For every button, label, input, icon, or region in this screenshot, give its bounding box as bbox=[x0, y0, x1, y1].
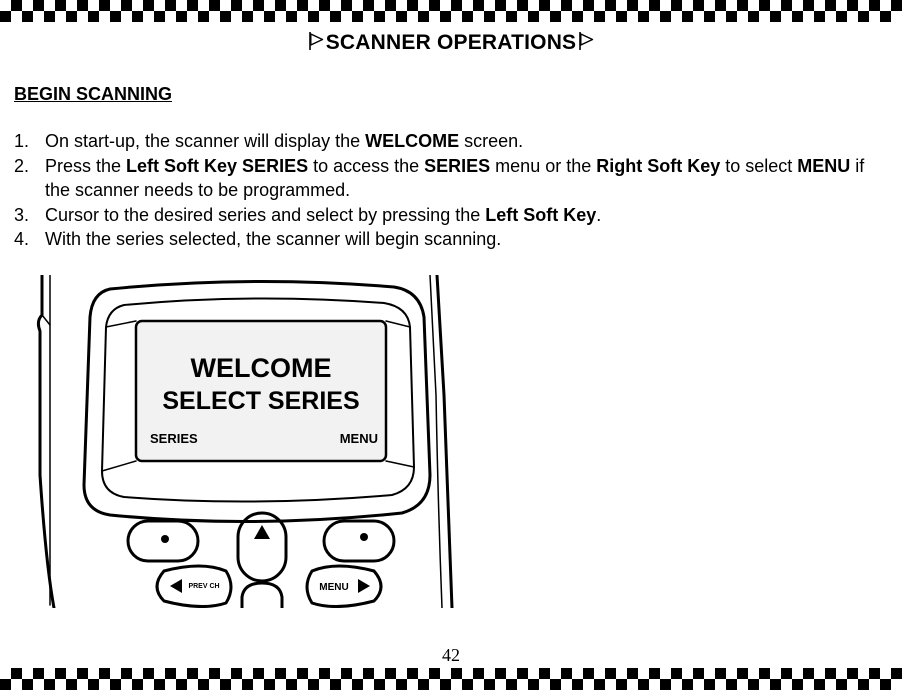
page-number: 42 bbox=[442, 645, 460, 665]
step-emphasis: MENU bbox=[797, 155, 851, 176]
scanner-illustration bbox=[32, 275, 482, 608]
screen-softkey-menu: MENU bbox=[339, 431, 378, 446]
step-emphasis: Left Soft Key SERIES bbox=[126, 155, 309, 176]
step-text: screen. bbox=[459, 131, 524, 151]
step-item bbox=[14, 129, 884, 154]
checkered-border-bottom bbox=[0, 668, 902, 690]
step-number: 2. bbox=[14, 155, 30, 176]
step-text: With the series selected, the scanner will begin scanning. bbox=[45, 229, 502, 249]
screen-line-welcome: WELCOME bbox=[190, 353, 332, 383]
flag-icon bbox=[308, 31, 324, 51]
flag-icon bbox=[578, 31, 594, 51]
step-emphasis: Left Soft Key bbox=[485, 204, 597, 225]
up-key bbox=[238, 513, 286, 581]
step-item bbox=[14, 154, 884, 203]
steps-list bbox=[14, 129, 884, 252]
screen-softkey-series: SERIES bbox=[150, 431, 198, 446]
step-text: to access the bbox=[308, 155, 425, 176]
step-text: to select bbox=[720, 155, 798, 176]
step-text: Press the bbox=[45, 155, 127, 176]
step-number: 1. bbox=[14, 131, 30, 151]
device-body bbox=[38, 275, 54, 608]
right-arrow-icon bbox=[358, 579, 370, 593]
checkered-border-top bbox=[0, 0, 902, 22]
step-item bbox=[14, 203, 884, 228]
screen-line-select-series: SELECT SERIES bbox=[162, 387, 360, 415]
section-heading: BEGIN SCANNING bbox=[14, 84, 173, 104]
down-key bbox=[242, 583, 282, 608]
step-number: 4. bbox=[14, 229, 30, 249]
step-text: Cursor to the desired series and select by pressing the bbox=[45, 204, 486, 225]
step-text: if the scanner needs to be programmed. bbox=[45, 155, 865, 200]
step-item bbox=[14, 227, 884, 252]
step-text: . bbox=[596, 204, 602, 225]
scanner-drawing bbox=[32, 275, 482, 608]
step-text: menu or the bbox=[490, 155, 597, 176]
page-title-text: SCANNER OPERATIONS bbox=[325, 31, 577, 54]
step-text: On start-up, the scanner will display the bbox=[45, 131, 366, 151]
up-arrow-icon bbox=[254, 525, 270, 539]
left-arrow-icon bbox=[170, 579, 182, 593]
step-emphasis: Right Soft Key bbox=[596, 155, 721, 176]
step-number: 3. bbox=[14, 204, 30, 225]
right-soft-key bbox=[324, 521, 394, 561]
step-emphasis: SERIES bbox=[424, 155, 491, 176]
prev-ch-key-label: PREV CH bbox=[188, 583, 220, 590]
menu-key-label: MENU bbox=[319, 582, 349, 593]
step-emphasis: WELCOME bbox=[365, 131, 460, 151]
page-title bbox=[0, 31, 902, 55]
